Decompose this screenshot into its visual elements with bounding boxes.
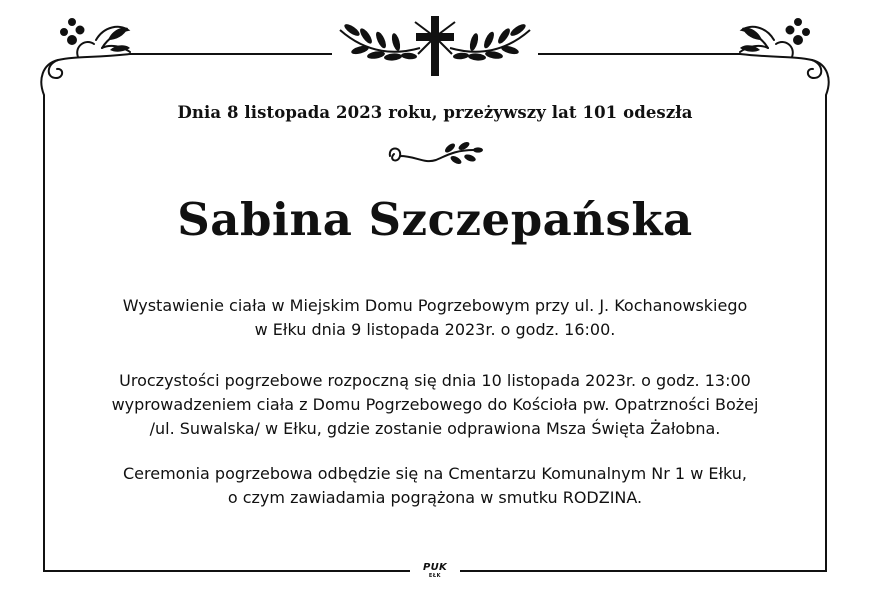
paragraph-line: wyprowadzeniem ciała z Domu Pogrzebowego do Kościoła pw. Opatrzności Bożej bbox=[111, 395, 759, 414]
logo-main-text: PUK bbox=[422, 562, 448, 573]
laurel-branch-left-icon bbox=[340, 22, 420, 61]
burial-paragraph bbox=[60, 462, 810, 510]
paragraph-line: Wystawienie ciała w Miejskim Domu Pogrzebowym przy ul. J. Kochanowskiego bbox=[122, 296, 748, 315]
cross-icon bbox=[415, 16, 455, 76]
laurel-branch-right-icon bbox=[450, 22, 530, 61]
footer-logo bbox=[400, 563, 470, 579]
flourish-icon bbox=[384, 140, 486, 172]
paragraph-line: Uroczystości pogrzebowe rozpoczną się dnia 10 listopada 2023r. o godz. 13:00 bbox=[119, 371, 751, 390]
deceased-name: Sabina Szczepańska bbox=[177, 193, 693, 246]
headline-text: Dnia 8 listopada 2023 roku, przeżywszy lat 101 odeszła bbox=[177, 103, 693, 122]
paragraph-line: w Ełku dnia 9 listopada 2023r. o godz. 16:00. bbox=[254, 320, 616, 339]
ceremony-paragraph bbox=[60, 369, 810, 441]
viewing-paragraph bbox=[60, 294, 810, 342]
paragraph-line: /ul. Suwalska/ w Ełku, gdzie zostanie odprawiona Msza Święta Żałobna. bbox=[149, 419, 721, 438]
paragraph-line: o czym zawiadamia pogrążona w smutku RODZINA. bbox=[227, 488, 643, 507]
logo-sub-text: EŁK bbox=[428, 573, 442, 579]
top-ornament bbox=[0, 0, 870, 100]
paragraph-line: Ceremonia pogrzebowa odbędzie się na Cmentarzu Komunalnym Nr 1 w Ełku, bbox=[122, 464, 748, 483]
